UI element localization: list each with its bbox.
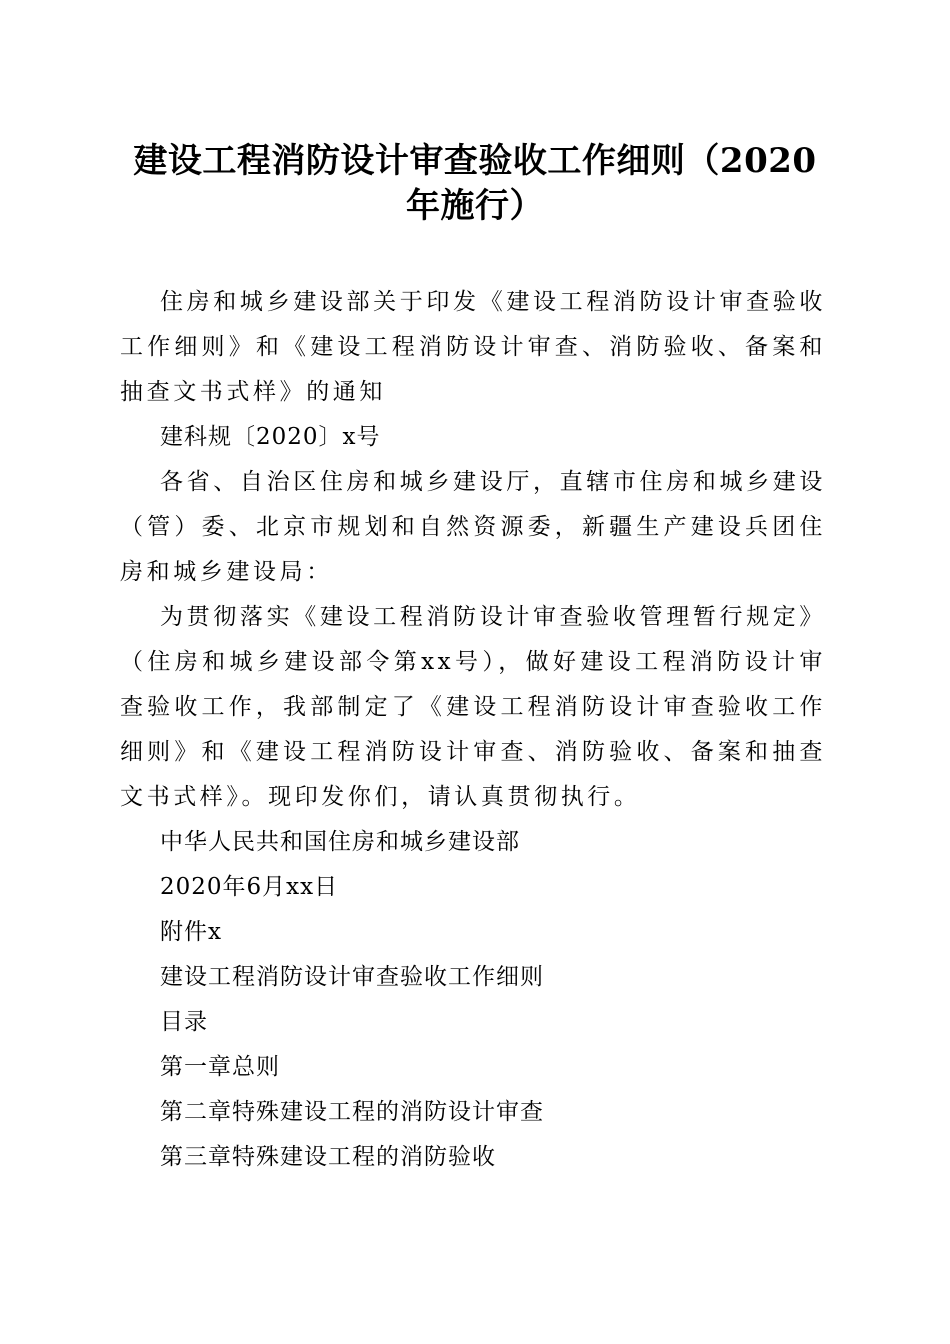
toc-item-chapter-3: 第三章特殊建设工程的消防验收: [160, 1144, 496, 1170]
document-title-line-1: 建设工程消防设计审查验收工作细则（2020: [133, 141, 817, 181]
document-number: 建科规〔2020〕x号: [160, 424, 381, 450]
notice-body-paragraph: 为贯彻落实《建设工程消防设计审查验收管理暂行规定》（住房和城乡建设部令第xx号），做好建设工程消防设计审查验收工作，我部制定了《建设工程消防设计审查验收工作细则》和《建设工程消防设计审查、消防验收、备案和抽查文书式样》。现印发你们，请认真贯彻执行。: [120, 604, 826, 810]
toc-item-chapter-2: 第二章特殊建设工程的消防设计审查: [160, 1099, 544, 1125]
toc-heading: 目录: [160, 1009, 208, 1035]
notice-heading-paragraph: 住房和城乡建设部关于印发《建设工程消防设计审查验收工作细则》和《建设工程消防设计审查、消防验收、备案和抽查文书式样》的通知: [120, 289, 826, 405]
toc-item-chapter-1: 第一章总则: [160, 1054, 280, 1080]
document-body: [120, 280, 826, 1180]
issuing-authority: 中华人民共和国住房和城乡建设部: [160, 829, 520, 855]
attachment-title: 建设工程消防设计审查验收工作细则: [160, 964, 544, 990]
issue-date: 2020年6月xx日: [160, 874, 339, 900]
addressee-paragraph: 各省、自治区住房和城乡建设厅，直辖市住房和城乡建设（管）委、北京市规划和自然资源委，新疆生产建设兵团住房和城乡建设局：: [120, 469, 826, 585]
document-title-line-2: 年施行）: [406, 186, 544, 226]
attachment-label: 附件x: [160, 919, 222, 945]
